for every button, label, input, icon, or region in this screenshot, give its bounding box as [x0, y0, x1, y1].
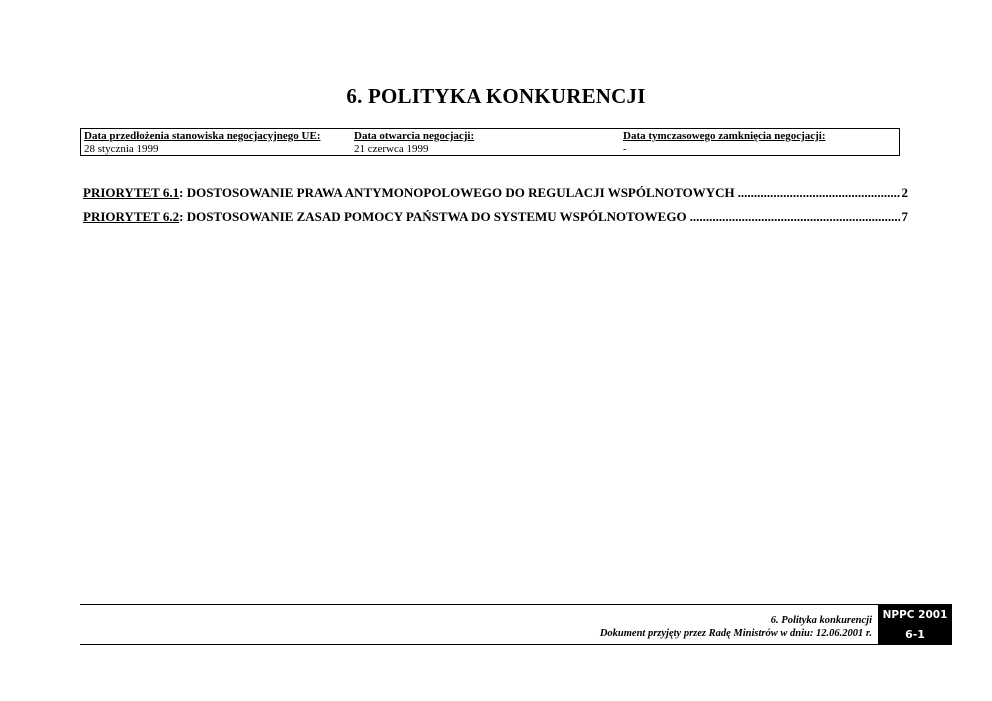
opening-date-label: Data otwarcia negocjacji: — [354, 130, 475, 142]
toc-entry-text: : DOSTOSOWANIE PRAWA ANTYMONOPOLOWEGO DO REGULACJI WSPÓLNOTOWYCH — [179, 185, 735, 200]
page-title: 6. POLITYKA KONKURENCJI — [346, 84, 646, 108]
footer-chapter-title: 6. Polityka konkurencji — [770, 615, 872, 626]
toc-entry-prefix[interactable]: PRIORYTET 6.2 — [83, 209, 180, 224]
toc-entry-priority-6-1[interactable] — [83, 185, 908, 201]
toc-dot-leader — [690, 209, 900, 225]
submission-date-label: Data przedłożenia stanowiska negocjacyjnego UE: — [84, 130, 321, 142]
footer-page-badge — [878, 605, 952, 645]
footer-text — [600, 614, 872, 640]
toc-entry-priority-6-2[interactable] — [83, 209, 908, 225]
badge-document-code: NPPC 2001 — [882, 609, 948, 621]
toc-page-number: 2 — [901, 185, 908, 200]
toc-entry-text: : DOSTOSOWANIE ZASAD POMOCY PAŃSTWA DO SYSTEMU WSPÓLNOTOWEGO — [179, 209, 687, 224]
submission-date-value: 28 stycznia 1999 — [84, 143, 159, 155]
opening-date-value: 21 czerwca 1999 — [354, 143, 429, 155]
toc-dot-leader — [738, 185, 900, 201]
dates-column-closing — [623, 130, 826, 156]
dates-column-submission — [84, 130, 320, 156]
badge-page-number: 6-1 — [905, 628, 925, 641]
negotiation-dates-table — [80, 128, 900, 156]
closing-date-label: Data tymczasowego zamknięcia negocjacji: — [623, 130, 826, 142]
footer-adoption-note: Dokument przyjęty przez Radę Ministrów w dniu: 12.06.2001 r. — [599, 628, 872, 639]
toc-page-number: 7 — [901, 209, 908, 224]
page-footer — [80, 604, 952, 645]
closing-date-value: - — [623, 143, 627, 155]
dates-column-opening — [354, 130, 474, 156]
toc-entry-prefix[interactable]: PRIORYTET 6.1 — [83, 185, 180, 200]
